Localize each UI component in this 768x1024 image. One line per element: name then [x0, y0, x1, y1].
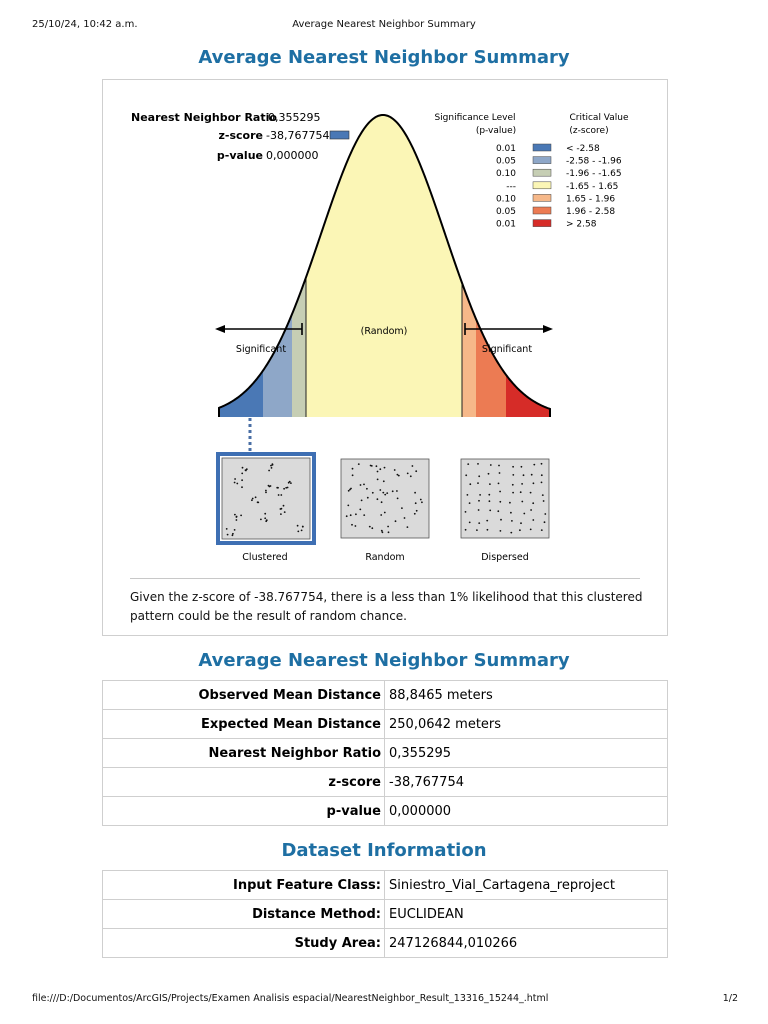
- legend-p-value: 0.01: [495, 219, 516, 230]
- legend-sig-header: Significance Level: [434, 113, 516, 123]
- report-title: Average Nearest Neighbor Summary: [198, 47, 570, 68]
- z-score-value: -38,767754: [266, 129, 330, 142]
- z-score-label: z-score: [218, 129, 263, 142]
- dataset-title: Dataset Information: [281, 840, 487, 861]
- legend-critical-value: > 2.58: [566, 219, 597, 230]
- p-value-value: 0,000000: [266, 149, 319, 162]
- summary-table: [102, 680, 668, 826]
- input-feature-class-label: Input Feature Class:: [103, 871, 385, 900]
- study-area-value: 247126844,010266: [385, 929, 668, 958]
- legend-p-value: 0.05: [495, 207, 516, 217]
- legend-swatch: [533, 207, 551, 214]
- print-file-path: file:///D:/Documentos/ArcGIS/Projects/Examen Analisis espacial/NearestNeighbor_Result_13316_15244_.html: [32, 993, 549, 1004]
- table-row: [103, 900, 668, 929]
- legend-swatch: [533, 169, 551, 176]
- bell-band: [292, 100, 306, 417]
- z-score-swatch: [330, 131, 349, 139]
- legend-p-value: 0.10: [495, 194, 516, 205]
- legend-critical-value: 1.96 - 2.58: [566, 207, 616, 217]
- legend-critical-value: -1.65 - 1.65: [566, 181, 619, 192]
- legend-critical-value: 1.65 - 1.96: [566, 194, 616, 205]
- bell-band: [306, 100, 462, 417]
- normal-distribution-figure: [103, 80, 667, 580]
- legend-swatch: [533, 144, 551, 151]
- legend-row: [496, 144, 600, 154]
- caption-divider: [130, 578, 640, 579]
- figure-panel: [102, 79, 668, 636]
- z-score-row-label: z-score: [103, 768, 385, 797]
- table-row: [103, 797, 668, 826]
- significant-left-label: Significant: [235, 344, 287, 355]
- legend-critical-value: -1.96 - -1.65: [566, 169, 622, 180]
- table-row: [103, 710, 668, 739]
- p-value-row-label: p-value: [103, 797, 385, 826]
- result-caption: Given the z-score of -38.767754, there is a less than 1% likelihood that this clustered pattern could be the result of random chance.: [130, 590, 643, 623]
- bell-band: [216, 100, 263, 417]
- legend-swatch: [533, 157, 551, 164]
- legend-row: [496, 207, 615, 217]
- observed-mean-distance-label: Observed Mean Distance: [103, 681, 385, 710]
- print-datetime: 25/10/24, 10:42 a.m.: [32, 19, 138, 30]
- z-score-row-value: -38,767754: [385, 768, 668, 797]
- legend-row: [496, 220, 597, 230]
- table-row: [103, 768, 668, 797]
- legend-sig-subheader: (p-value): [475, 126, 517, 136]
- significant-right-label: Significant: [481, 344, 533, 355]
- input-feature-class-value: Siniestro_Vial_Cartagena_reproject: [385, 871, 668, 900]
- bell-band: [263, 100, 292, 417]
- legend-row: [506, 182, 618, 192]
- legend-row: [496, 194, 615, 204]
- dataset-table: [102, 870, 668, 958]
- legend-p-value: 0.01: [495, 144, 516, 154]
- p-value-row-value: 0,000000: [385, 797, 668, 826]
- legend-swatch: [533, 194, 551, 201]
- significance-legend: [434, 113, 629, 230]
- table-row: [103, 739, 668, 768]
- legend-swatch: [533, 182, 551, 189]
- ratio-label: Nearest Neighbor Ratio: [131, 111, 277, 124]
- nearest-neighbor-ratio-label: Nearest Neighbor Ratio: [103, 739, 385, 768]
- legend-p-value: 0.05: [495, 156, 516, 167]
- legend-crit-header: Critical Value: [569, 113, 629, 123]
- ratio-value: 0,355295: [268, 111, 321, 124]
- random-pattern-label: Random: [365, 552, 405, 563]
- print-page-title: Average Nearest Neighbor Summary: [292, 19, 476, 30]
- p-value-label: p-value: [216, 149, 263, 162]
- summary-title: Average Nearest Neighbor Summary: [198, 650, 570, 671]
- print-page-number: 1/2: [722, 993, 738, 1004]
- legend-p-value: 0.10: [495, 169, 516, 180]
- expected-mean-distance-value: 250,0642 meters: [385, 710, 668, 739]
- legend-critical-value: < -2.58: [566, 144, 600, 154]
- dispersed-label: Dispersed: [481, 552, 529, 563]
- legend-swatch: [533, 220, 551, 227]
- table-row: [103, 929, 668, 958]
- nearest-neighbor-ratio-value: 0,355295: [385, 739, 668, 768]
- study-area-label: Study Area:: [103, 929, 385, 958]
- random-label: (Random): [360, 326, 408, 337]
- expected-mean-distance-label: Expected Mean Distance: [103, 710, 385, 739]
- distance-method-label: Distance Method:: [103, 900, 385, 929]
- distance-method-value: EUCLIDEAN: [385, 900, 668, 929]
- clustered-pattern: [222, 458, 310, 539]
- bell-band: [462, 100, 476, 417]
- legend-row: [496, 157, 622, 167]
- table-row: [103, 681, 668, 710]
- observed-mean-distance-value: 88,8465 meters: [385, 681, 668, 710]
- legend-p-value: ---: [506, 181, 516, 192]
- right-arrow-head-icon: [543, 325, 553, 333]
- clustered-label: Clustered: [242, 552, 288, 563]
- dispersed-pattern: [461, 459, 549, 538]
- legend-critical-value: -2.58 - -1.96: [566, 156, 622, 167]
- legend-row: [496, 169, 622, 179]
- table-row: [103, 871, 668, 900]
- random-pattern: [341, 459, 429, 538]
- left-arrow-head-icon: [215, 325, 225, 333]
- legend-crit-subheader: (z-score): [569, 126, 609, 136]
